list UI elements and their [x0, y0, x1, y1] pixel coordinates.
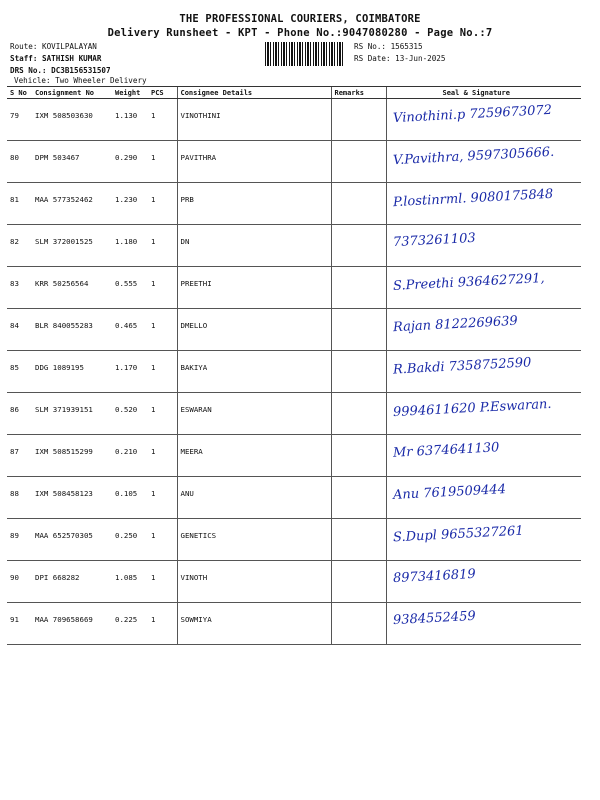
row-consignment: KRR 50256564	[32, 267, 112, 309]
col-consignee: Consignee Details	[177, 87, 331, 99]
row-consignee: ESWARAN	[177, 393, 331, 435]
row-pcs: 1	[148, 99, 177, 141]
handwritten-signature: S.Dupl 9655327261	[392, 523, 524, 546]
col-pcs: PCS	[148, 87, 177, 99]
row-sno: 83	[7, 267, 32, 309]
row-weight: 1.180	[112, 225, 148, 267]
row-remarks	[331, 99, 386, 141]
row-pcs: 1	[148, 603, 177, 645]
row-weight: 1.230	[112, 183, 148, 225]
row-pcs: 1	[148, 561, 177, 603]
row-consignment: MAA 577352462	[32, 183, 112, 225]
handwritten-signature: Mr 6374641130	[392, 440, 500, 461]
rs-number: RS No.: 1565315	[354, 42, 423, 51]
col-weight: Weight	[112, 87, 148, 99]
row-weight: 0.250	[112, 519, 148, 561]
vehicle-label: Vehicle: Two Wheeler Delivery	[14, 76, 147, 85]
row-consignee: VINOTH	[177, 561, 331, 603]
handwritten-signature: S.Preethi 9364627291,	[392, 271, 545, 294]
row-consignee: VINOTHINI	[177, 99, 331, 141]
row-signature	[386, 519, 581, 561]
row-consignee: PREETHI	[177, 267, 331, 309]
table-row	[7, 519, 581, 561]
drs-label: DRS No.: DC3B156531507	[10, 66, 111, 75]
table-row	[7, 141, 581, 183]
row-pcs: 1	[148, 225, 177, 267]
row-sno: 81	[7, 183, 32, 225]
row-weight: 0.520	[112, 393, 148, 435]
row-sno: 89	[7, 519, 32, 561]
row-signature	[386, 141, 581, 183]
row-sno: 80	[7, 141, 32, 183]
row-pcs: 1	[148, 141, 177, 183]
table-row	[7, 225, 581, 267]
runsheet-subtitle: Delivery Runsheet - KPT - Phone No.:9047080280 - Page No.:7	[107, 27, 493, 39]
row-weight: 1.130	[112, 99, 148, 141]
row-consignment: IXM 508515299	[32, 435, 112, 477]
row-signature	[386, 393, 581, 435]
row-consignee: ANU	[177, 477, 331, 519]
table-row	[7, 183, 581, 225]
row-sno: 84	[7, 309, 32, 351]
table-row	[7, 351, 581, 393]
row-consignment: DPI 668282	[32, 561, 112, 603]
row-remarks	[331, 351, 386, 393]
col-seal: Seal & Signature	[386, 87, 581, 99]
runsheet-table	[7, 86, 581, 645]
col-sno: S No	[7, 87, 32, 99]
table-row	[7, 267, 581, 309]
row-sno: 90	[7, 561, 32, 603]
table-row	[7, 435, 581, 477]
handwritten-signature: V.Pavithra, 9597305666.	[392, 144, 555, 169]
row-weight: 1.170	[112, 351, 148, 393]
row-consignment: IXM 508458123	[32, 477, 112, 519]
row-sno: 87	[7, 435, 32, 477]
row-weight: 0.210	[112, 435, 148, 477]
handwritten-signature: Anu 7619509444	[392, 482, 506, 503]
table-row	[7, 603, 581, 645]
row-sno: 82	[7, 225, 32, 267]
row-consignment: DDG 1089195	[32, 351, 112, 393]
row-signature	[386, 477, 581, 519]
row-consignment: SLM 372001525	[32, 225, 112, 267]
row-consignment: SLM 371939151	[32, 393, 112, 435]
handwritten-signature: Vinothini.p 7259673072	[392, 102, 552, 127]
row-pcs: 1	[148, 351, 177, 393]
col-consignment: Consignment No	[32, 87, 112, 99]
table-row	[7, 99, 581, 141]
row-consignee: GENETICS	[177, 519, 331, 561]
row-consignee: BAKIYA	[177, 351, 331, 393]
row-consignment: MAA 652570305	[32, 519, 112, 561]
row-remarks	[331, 519, 386, 561]
row-signature	[386, 267, 581, 309]
row-weight: 0.225	[112, 603, 148, 645]
row-remarks	[331, 477, 386, 519]
row-pcs: 1	[148, 183, 177, 225]
handwritten-signature: Rajan 8122269639	[392, 313, 518, 336]
row-remarks	[331, 393, 386, 435]
route-label: Route: KOVILPALAYAN	[10, 42, 97, 51]
row-consignment: BLR 840055283	[32, 309, 112, 351]
row-pcs: 1	[148, 435, 177, 477]
row-pcs: 1	[148, 477, 177, 519]
row-pcs: 1	[148, 267, 177, 309]
row-signature	[386, 183, 581, 225]
table-header-row	[7, 87, 581, 99]
row-remarks	[331, 309, 386, 351]
handwritten-signature: 7373261103	[392, 230, 476, 251]
table-row	[7, 309, 581, 351]
row-weight: 0.290	[112, 141, 148, 183]
row-signature	[386, 99, 581, 141]
row-signature	[386, 309, 581, 351]
table-row	[7, 393, 581, 435]
row-remarks	[331, 141, 386, 183]
company-title: THE PROFESSIONAL COURIERS, COIMBATORE	[179, 13, 421, 25]
row-weight: 0.465	[112, 309, 148, 351]
row-consignee: SOWMIYA	[177, 603, 331, 645]
row-consignee: DN	[177, 225, 331, 267]
row-signature	[386, 351, 581, 393]
row-remarks	[331, 267, 386, 309]
row-remarks	[331, 183, 386, 225]
barcode-image	[265, 42, 345, 66]
handwritten-signature: R.Bakdi 7358752590	[392, 355, 532, 378]
row-signature	[386, 225, 581, 267]
row-pcs: 1	[148, 519, 177, 561]
table-row	[7, 477, 581, 519]
row-consignee: MEERA	[177, 435, 331, 477]
row-weight: 0.105	[112, 477, 148, 519]
row-remarks	[331, 225, 386, 267]
row-sno: 79	[7, 99, 32, 141]
row-pcs: 1	[148, 393, 177, 435]
row-consignment: IXM 508503630	[32, 99, 112, 141]
col-remarks: Remarks	[331, 87, 386, 99]
row-sno: 85	[7, 351, 32, 393]
row-consignee: PAVITHRA	[177, 141, 331, 183]
row-consignment: DPM 503467	[32, 141, 112, 183]
row-consignee: DMELLO	[177, 309, 331, 351]
row-weight: 1.085	[112, 561, 148, 603]
staff-label: Staff: SATHISH KUMAR	[10, 54, 102, 63]
handwritten-signature: 8973416819	[392, 566, 476, 587]
row-remarks	[331, 435, 386, 477]
row-signature	[386, 561, 581, 603]
row-sno: 88	[7, 477, 32, 519]
row-pcs: 1	[148, 309, 177, 351]
row-sno: 86	[7, 393, 32, 435]
row-sno: 91	[7, 603, 32, 645]
row-signature	[386, 435, 581, 477]
row-remarks	[331, 603, 386, 645]
row-signature	[386, 603, 581, 645]
row-remarks	[331, 561, 386, 603]
row-weight: 0.555	[112, 267, 148, 309]
rs-date: RS Date: 13-Jun-2025	[354, 54, 446, 63]
row-consignment: MAA 709658669	[32, 603, 112, 645]
handwritten-signature: P.lostinrml. 9080175848	[392, 186, 554, 211]
row-consignee: PRB	[177, 183, 331, 225]
table-row	[7, 561, 581, 603]
handwritten-signature: 9994611620 P.Eswaran.	[392, 396, 552, 421]
handwritten-signature: 9384552459	[392, 608, 476, 629]
